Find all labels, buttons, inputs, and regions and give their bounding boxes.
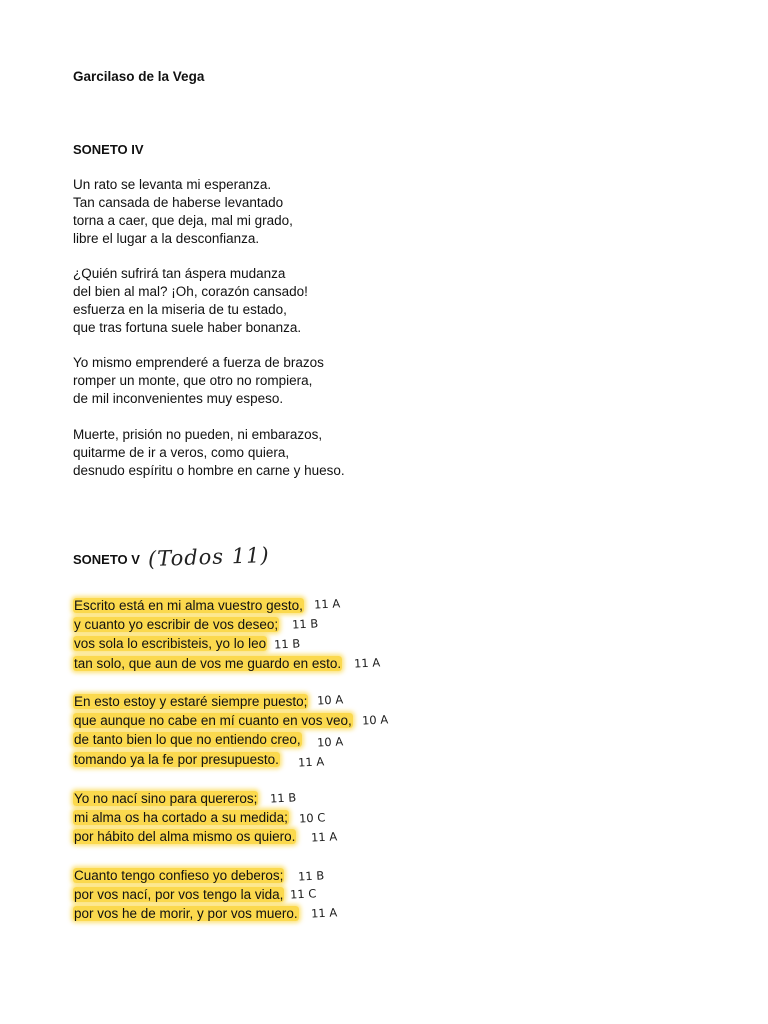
highlighted-text: que aunque no cabe en mí cuanto en vos veo, (74, 713, 352, 729)
poem-line: de mil inconvenientes muy espeso. (73, 390, 284, 406)
sonnet-v-stanza-3 (73, 789, 296, 847)
poem-line (73, 596, 342, 615)
highlighted-text: y cuanto yo escribir de vos deseo; (74, 617, 279, 633)
poem-line (73, 904, 299, 923)
handwritten-note: 11 A (297, 754, 325, 770)
poem-line: ¿Quién sufrirá tan áspera mudanza (73, 266, 286, 281)
highlighted-text: Escrito está en mi alma vuestro gesto, (74, 598, 303, 613)
handwritten-heading-note: (Todos 11) (147, 542, 271, 572)
handwritten-note: 11 B (269, 790, 297, 806)
handwritten-note: 11 B (273, 636, 301, 652)
highlighted-text: por hábito del alma mismo os quiero. (74, 829, 296, 845)
highlighted-text: En esto estoy y estaré siempre puesto; (74, 694, 308, 709)
handwritten-note: 11 A (353, 655, 381, 671)
highlighted-text: mi alma os ha cortado a su medida; (74, 810, 288, 826)
highlighted-text: por vos nací, por vos tengo la vida, (74, 887, 284, 903)
sonnet-iv-stanza-4 (73, 426, 345, 480)
highlighted-text: Yo no nací sino para quereros; (74, 791, 258, 806)
highlighted-text: por vos he de morir, y por vos muero. (74, 906, 298, 922)
poem-line (73, 808, 296, 827)
handwritten-note: 11 A (313, 596, 341, 612)
handwritten-note: 10 A (316, 734, 344, 750)
sonnet-iv-stanza-2 (73, 265, 308, 337)
handwritten-note: 11 B (297, 868, 325, 884)
poem-line: que tras fortuna suele haber bonanza. (73, 319, 302, 335)
poem-line: Yo mismo emprenderé a fuerza de brazos (73, 355, 324, 370)
handwritten-note: 11 B (291, 616, 319, 632)
poem-line: torna a caer, que deja, mal mi grado, (73, 212, 293, 228)
poem-line (73, 692, 353, 711)
sonnet-v-stanza-4 (73, 866, 299, 924)
poem-line (73, 885, 299, 904)
handwritten-note: 11 A (310, 829, 338, 845)
poem-line (73, 866, 299, 885)
poem-line: quitarme de ir a veros, como quiera, (73, 444, 290, 460)
handwritten-note: 11 A (310, 905, 338, 921)
poem-line (73, 711, 353, 730)
poem-line (73, 634, 342, 653)
sonnet-iv-heading: SONETO IV (73, 142, 144, 157)
sonnet-v-heading: SONETO V (73, 552, 140, 567)
handwritten-note: 10 A (361, 712, 389, 728)
handwritten-note: 11 C (289, 886, 317, 902)
highlighted-text: tomando ya la fe por presupuesto. (74, 751, 279, 767)
sonnet-iv-stanza-3 (73, 354, 324, 408)
poem-line: desnudo espíritu o hombre en carne y hueso. (73, 462, 345, 478)
poem-line (73, 654, 342, 673)
highlighted-text: Cuanto tengo confieso yo deberos; (74, 868, 284, 883)
handwritten-note: 10 C (298, 810, 326, 826)
poem-line: romper un monte, que otro no rompiera, (73, 372, 313, 388)
highlighted-text: tan solo, que aun de vos me guardo en esto. (74, 655, 342, 671)
poem-line (73, 730, 353, 749)
poem-line: Muerte, prisión no pueden, ni embarazos, (73, 427, 323, 442)
poem-line (73, 827, 296, 846)
author-title: Garcilaso de la Vega (73, 69, 205, 84)
poem-line: Un rato se levanta mi esperanza. (73, 177, 272, 192)
sonnet-v-stanza-1 (73, 596, 342, 673)
poem-line (73, 789, 296, 808)
sonnet-iv-stanza-1 (73, 176, 293, 248)
handwritten-note: 10 A (316, 692, 344, 708)
highlighted-text: vos sola lo escribisteis, yo lo leo (74, 636, 267, 652)
poem-line: Tan cansada de haberse levantado (73, 194, 284, 210)
poem-line: del bien al mal? ¡Oh, corazón cansado! (73, 283, 308, 299)
highlighted-text: de tanto bien lo que no entiendo creo, (74, 732, 301, 748)
poem-line: esfuerza en la miseria de tu estado, (73, 301, 287, 317)
poem-line: libre el lugar a la desconfianza. (73, 230, 260, 246)
